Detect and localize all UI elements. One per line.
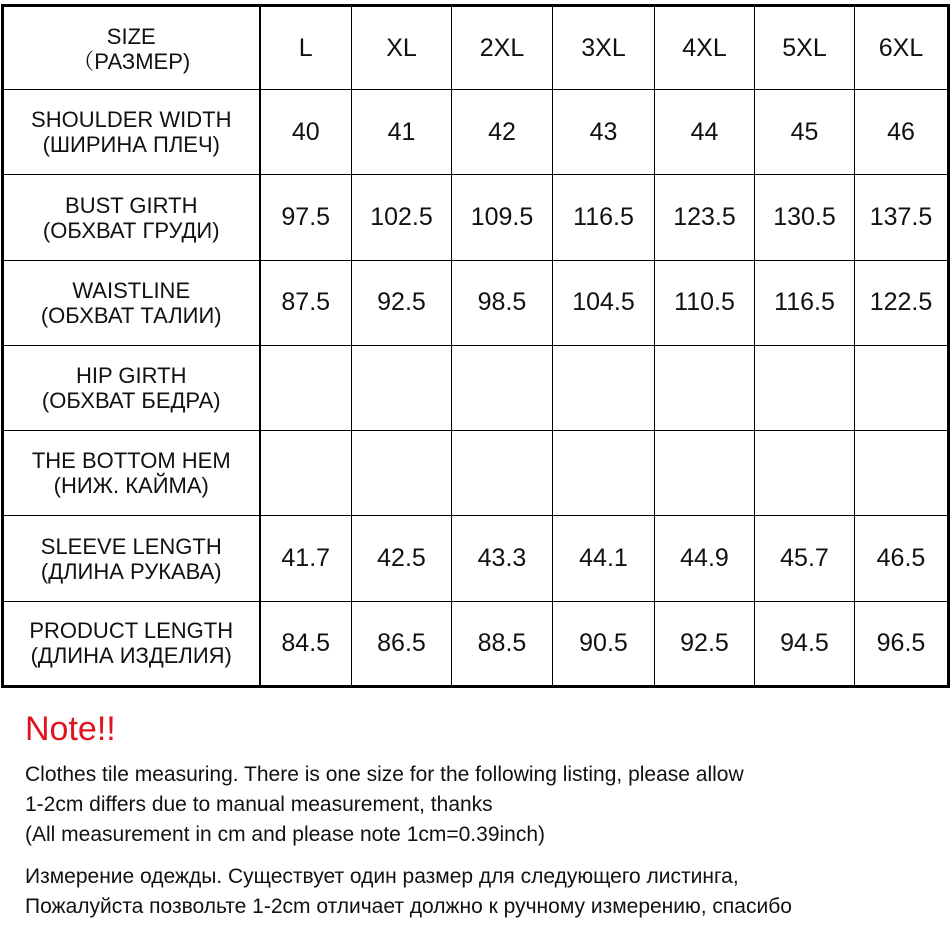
measurement-value-cell xyxy=(755,431,855,516)
size-header-cell: 3XL xyxy=(553,6,655,90)
label-english: SIZE xyxy=(106,24,156,50)
measurement-value-cell xyxy=(655,431,755,516)
label-russian: （РАЗМЕР) xyxy=(72,49,191,75)
measurement-value-cell xyxy=(260,345,352,430)
note-russian-block xyxy=(25,862,940,922)
measurement-row xyxy=(3,345,949,430)
measurement-row xyxy=(3,516,949,601)
measurement-label xyxy=(3,601,260,686)
measurement-value-cell: 44.9 xyxy=(655,516,755,601)
size-header-cell: 2XL xyxy=(452,6,553,90)
measurement-value-cell xyxy=(855,345,949,430)
size-chart-body xyxy=(3,6,949,687)
measurement-value-cell: 43 xyxy=(553,90,655,175)
size-header-label xyxy=(3,6,260,90)
measurement-value-cell: 40 xyxy=(260,90,352,175)
label-english: BUST GIRTH xyxy=(65,192,198,218)
note-english-line: Clothes tile measuring. There is one size for the following listing, please allow xyxy=(25,763,744,786)
measurement-value-cell xyxy=(352,431,452,516)
measurement-value-cell: 98.5 xyxy=(452,260,553,345)
measurement-value-cell: 116.5 xyxy=(755,260,855,345)
note-spacer xyxy=(25,850,940,862)
measurement-value-cell: 92.5 xyxy=(352,260,452,345)
measurement-value-cell: 92.5 xyxy=(655,601,755,686)
size-header-cell: XL xyxy=(352,6,452,90)
measurement-value-cell xyxy=(553,345,655,430)
measurement-row xyxy=(3,90,949,175)
measurement-label xyxy=(3,260,260,345)
measurement-value-cell xyxy=(755,345,855,430)
measurement-value-cell: 102.5 xyxy=(352,175,452,260)
measurement-value-cell: 44 xyxy=(655,90,755,175)
measurement-value-cell: 90.5 xyxy=(553,601,655,686)
label-english: HIP GIRTH xyxy=(76,363,187,389)
measurement-value-cell: 44.1 xyxy=(553,516,655,601)
size-header-cell: 5XL xyxy=(755,6,855,90)
measurement-value-cell: 96.5 xyxy=(855,601,949,686)
label-russian: (ДЛИНА ИЗДЕЛИЯ) xyxy=(30,643,232,669)
measurement-value-cell xyxy=(855,431,949,516)
measurement-value-cell xyxy=(655,345,755,430)
size-header-cell: L xyxy=(260,6,352,90)
measurement-value-cell: 46.5 xyxy=(855,516,949,601)
measurement-value-cell xyxy=(352,345,452,430)
measurement-value-cell: 45 xyxy=(755,90,855,175)
note-english-block xyxy=(25,760,940,850)
note-title: Note!! xyxy=(25,710,116,748)
measurement-value-cell: 43.3 xyxy=(452,516,553,601)
measurement-value-cell xyxy=(452,345,553,430)
measurement-value-cell: 87.5 xyxy=(260,260,352,345)
measurement-value-cell: 109.5 xyxy=(452,175,553,260)
label-english: SHOULDER WIDTH xyxy=(31,107,232,133)
label-russian: (ОБХВАТ ТАЛИИ) xyxy=(40,302,222,328)
label-russian: (ОБХВАТ ГРУДИ) xyxy=(42,217,220,243)
measurement-value-cell xyxy=(553,431,655,516)
measurement-label xyxy=(3,516,260,601)
measurement-row xyxy=(3,431,949,516)
label-english: THE BOTTOM HEM xyxy=(31,448,231,474)
measurement-row xyxy=(3,175,949,260)
note-english-line: (All measurement in cm and please note 1cm=0.39inch) xyxy=(25,823,546,846)
measurement-row xyxy=(3,601,949,686)
measurement-value-cell: 116.5 xyxy=(553,175,655,260)
measurement-value-cell: 86.5 xyxy=(352,601,452,686)
measurement-label xyxy=(3,345,260,430)
measurement-value-cell xyxy=(260,431,352,516)
measurement-value-cell: 42 xyxy=(452,90,553,175)
measurement-label xyxy=(3,175,260,260)
measurement-value-cell: 122.5 xyxy=(855,260,949,345)
measurement-value-cell: 88.5 xyxy=(452,601,553,686)
label-english: PRODUCT LENGTH xyxy=(29,618,234,644)
measurement-value-cell: 41.7 xyxy=(260,516,352,601)
size-header-cell: 4XL xyxy=(655,6,755,90)
measurement-value-cell: 110.5 xyxy=(655,260,755,345)
measurement-label xyxy=(3,431,260,516)
note-russian-line: Пожалуйста позвольте 1-2cm отличает должно к ручному измерению, спасибо xyxy=(25,895,792,918)
label-english: SLEEVE LENGTH xyxy=(40,533,222,559)
size-header-cell: 6XL xyxy=(855,6,949,90)
measurement-value-cell: 137.5 xyxy=(855,175,949,260)
measurement-value-cell: 94.5 xyxy=(755,601,855,686)
size-header-row xyxy=(3,6,949,90)
measurement-value-cell: 130.5 xyxy=(755,175,855,260)
measurement-value-cell: 46 xyxy=(855,90,949,175)
measurement-value-cell: 42.5 xyxy=(352,516,452,601)
measurement-value-cell: 41 xyxy=(352,90,452,175)
measurement-value-cell xyxy=(452,431,553,516)
label-russian: (ДЛИНА РУКАВА) xyxy=(40,558,222,584)
label-russian: (ОБХВАТ БЕДРА) xyxy=(41,388,221,414)
note-russian-line: Измерение одежды. Существует один размер для следующего листинга, xyxy=(25,865,739,888)
measurement-value-cell: 45.7 xyxy=(755,516,855,601)
measurement-row xyxy=(3,260,949,345)
size-chart-table xyxy=(1,4,950,688)
label-english: WAISTLINE xyxy=(72,277,191,303)
measurement-value-cell: 123.5 xyxy=(655,175,755,260)
measurement-value-cell: 84.5 xyxy=(260,601,352,686)
measurement-label xyxy=(3,90,260,175)
note-english-line: 1-2cm differs due to manual measurement, thanks xyxy=(25,793,493,816)
measurement-value-cell: 97.5 xyxy=(260,175,352,260)
note-section xyxy=(25,708,940,922)
measurement-value-cell: 104.5 xyxy=(553,260,655,345)
label-russian: (ШИРИНА ПЛЕЧ) xyxy=(42,132,220,158)
label-russian: (НИЖ. КАЙМА) xyxy=(53,473,209,499)
